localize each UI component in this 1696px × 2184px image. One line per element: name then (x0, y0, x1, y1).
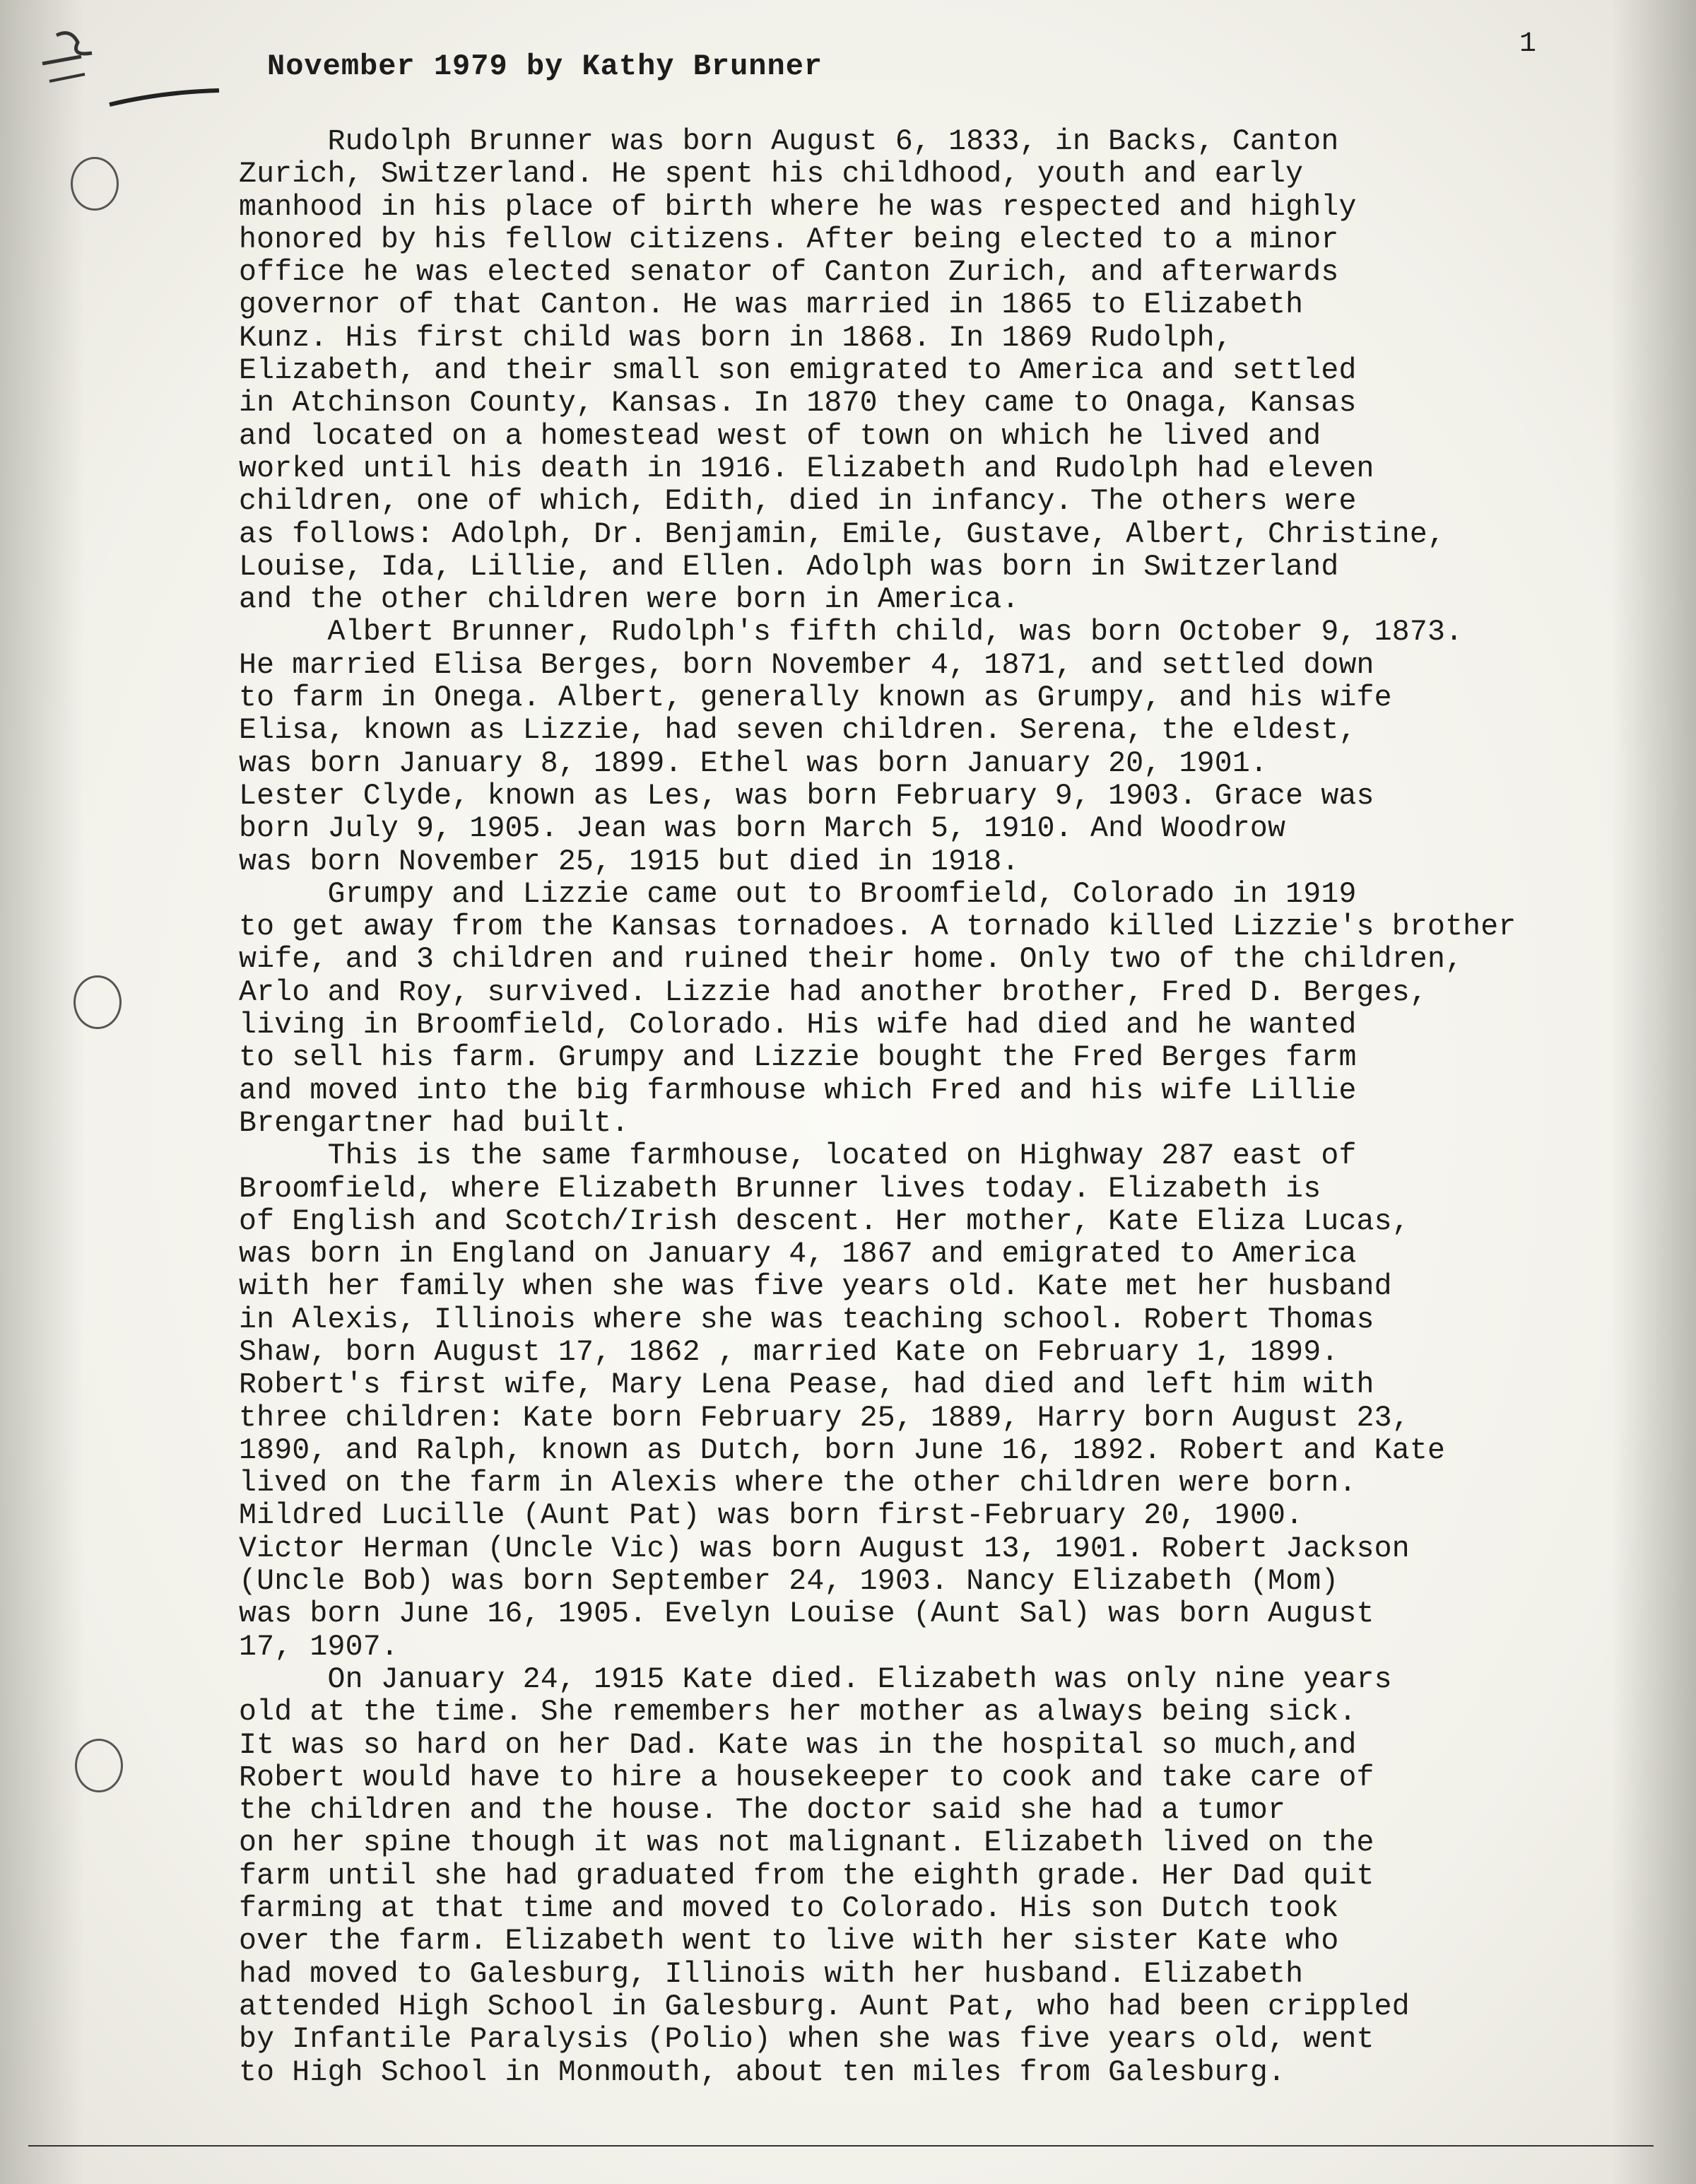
text-line: Zurich, Switzerland. He spent his childhood, youth and early (239, 158, 1304, 192)
text-line: Grumpy and Lizzie came out to Broomfield, Colorado in 1919 (239, 877, 1357, 911)
text-line: the children and the house. The doctor said she had a tumor (239, 1794, 1286, 1828)
text-line: lived on the farm in Alexis where the other children were born. (239, 1467, 1357, 1501)
text-line: wife, and 3 children and ruined their home. Only two of the children, (239, 943, 1464, 977)
text-line: children, one of which, Edith, died in infancy. The others were (239, 485, 1357, 519)
text-line: to High School in Monmouth, about ten miles from Galesburg. (239, 2055, 1286, 2089)
text-line: with her family when she was five years old. Kate met her husband (239, 1270, 1392, 1304)
text-line: over the farm. Elizabeth went to live with her sister Kate who (239, 1925, 1339, 1959)
text-line: attended High School in Galesburg. Aunt Pat, who had been crippled (239, 1990, 1410, 2024)
text-line: as follows: Adolph, Dr. Benjamin, Emile, Gustave, Albert, Christine, (239, 517, 1446, 551)
punch-hole (75, 1739, 123, 1792)
text-line: Broomfield, where Elizabeth Brunner lives today. Elizabeth is (239, 1172, 1321, 1206)
text-line: 17, 1907. (239, 1630, 399, 1664)
text-line: had moved to Galesburg, Illinois with her husband. Elizabeth (239, 1957, 1304, 1991)
text-line: office he was elected senator of Canton Zurich, and afterwards (239, 256, 1339, 290)
document-header: November 1979 by Kathy Brunner (267, 49, 823, 83)
text-line: to get away from the Kansas tornadoes. A tornado killed Lizzie's brother (239, 910, 1517, 944)
text-line: Robert's first wife, Mary Lena Pease, had died and left him with (239, 1368, 1374, 1402)
text-line: Brengartner had built. (239, 1106, 630, 1140)
text-line: Shaw, born August 17, 1862 , married Kate on February 1, 1899. (239, 1335, 1339, 1369)
text-line: was born June 16, 1905. Evelyn Louise (Aunt Sal) was born August (239, 1597, 1374, 1631)
staple-mark (106, 85, 226, 110)
text-line: living in Broomfield, Colorado. His wife had died and he wanted (239, 1009, 1357, 1043)
text-line: Victor Herman (Uncle Vic) was born August 13, 1901. Robert Jackson (239, 1532, 1410, 1566)
text-line: three children: Kate born February 25, 1889, Harry born August 23, (239, 1401, 1410, 1435)
text-line: manhood in his place of birth where he was respected and highly (239, 190, 1357, 224)
text-line: Louise, Ida, Lillie, and Ellen. Adolph was born in Switzerland (239, 550, 1339, 584)
punch-hole (71, 157, 119, 211)
text-line: 1890, and Ralph, known as Dutch, born June 16, 1892. Robert and Kate (239, 1433, 1446, 1467)
bottom-edge-line (28, 2145, 1654, 2147)
left-edge-shadow (0, 0, 85, 2184)
text-line: Lester Clyde, known as Les, was born February 9, 1903. Grace was (239, 779, 1374, 813)
text-line: and moved into the big farmhouse which Fred and his wife Lillie (239, 1074, 1357, 1108)
page-number: 1 (1519, 28, 1537, 60)
text-line: farming at that time and moved to Colorado. His son Dutch took (239, 1892, 1339, 1926)
text-line: in Atchinson County, Kansas. In 1870 they came to Onaga, Kansas (239, 387, 1357, 421)
text-line: governor of that Canton. He was married in 1865 to Elizabeth (239, 288, 1304, 322)
text-line: old at the time. She remembers her mother as always being sick. (239, 1696, 1357, 1730)
text-line: Elizabeth, and their small son emigrated to America and settled (239, 354, 1357, 388)
text-line: to farm in Onega. Albert, generally known as Grumpy, and his wife (239, 681, 1392, 715)
text-line: Elisa, known as Lizzie, had seven children. Serena, the eldest, (239, 714, 1357, 748)
text-line: to sell his farm. Grumpy and Lizzie bought the Fred Berges farm (239, 1041, 1357, 1075)
text-line: Kunz. His first child was born in 1868. In 1869 Rudolph, (239, 321, 1232, 355)
text-line: and the other children were born in America. (239, 583, 1020, 617)
text-line: It was so hard on her Dad. Kate was in the hospital so much,and (239, 1728, 1357, 1762)
text-line: farm until she had graduated from the eighth grade. Her Dad quit (239, 1859, 1374, 1893)
text-line: On January 24, 1915 Kate died. Elizabeth was only nine years (239, 1662, 1392, 1696)
text-line: was born January 8, 1899. Ethel was born January 20, 1901. (239, 746, 1268, 780)
text-line: in Alexis, Illinois where she was teaching school. Robert Thomas (239, 1303, 1374, 1337)
text-line: by Infantile Paralysis (Polio) when she was five years old, went (239, 2023, 1374, 2057)
text-line: Mildred Lucille (Aunt Pat) was born first-February 20, 1900. (239, 1499, 1304, 1533)
text-line: worked until his death in 1916. Elizabeth and Rudolph had eleven (239, 452, 1374, 486)
text-line: of English and Scotch/Irish descent. Her mother, Kate Eliza Lucas, (239, 1204, 1410, 1238)
text-line: was born in England on January 4, 1867 and emigrated to America (239, 1238, 1357, 1272)
text-line: Albert Brunner, Rudolph's fifth child, was born October 9, 1873. (239, 616, 1464, 650)
text-line: Arlo and Roy, survived. Lizzie had another brother, Fred D. Berges, (239, 975, 1427, 1009)
text-line: on her spine though it was not malignant. Elizabeth lived on the (239, 1826, 1374, 1860)
text-line: He married Elisa Berges, born November 4, 1871, and settled down (239, 648, 1374, 682)
text-line: This is the same farmhouse, located on Highway 287 east of (239, 1139, 1357, 1173)
body-text (239, 126, 1666, 2089)
text-line: Rudolph Brunner was born August 6, 1833, in Backs, Canton (239, 125, 1339, 158)
text-line: Robert would have to hire a housekeeper to cook and take care of (239, 1761, 1374, 1795)
text-line: born July 9, 1905. Jean was born March 5, 1910. And Woodrow (239, 812, 1286, 846)
text-line: and located on a homestead west of town on which he lived and (239, 419, 1321, 453)
text-line: (Uncle Bob) was born September 24, 1903. Nancy Elizabeth (Mom) (239, 1565, 1339, 1599)
text-line: was born November 25, 1915 but died in 1918. (239, 845, 1020, 879)
punch-hole (73, 975, 122, 1029)
text-line: honored by his fellow citizens. After being elected to a minor (239, 223, 1339, 257)
